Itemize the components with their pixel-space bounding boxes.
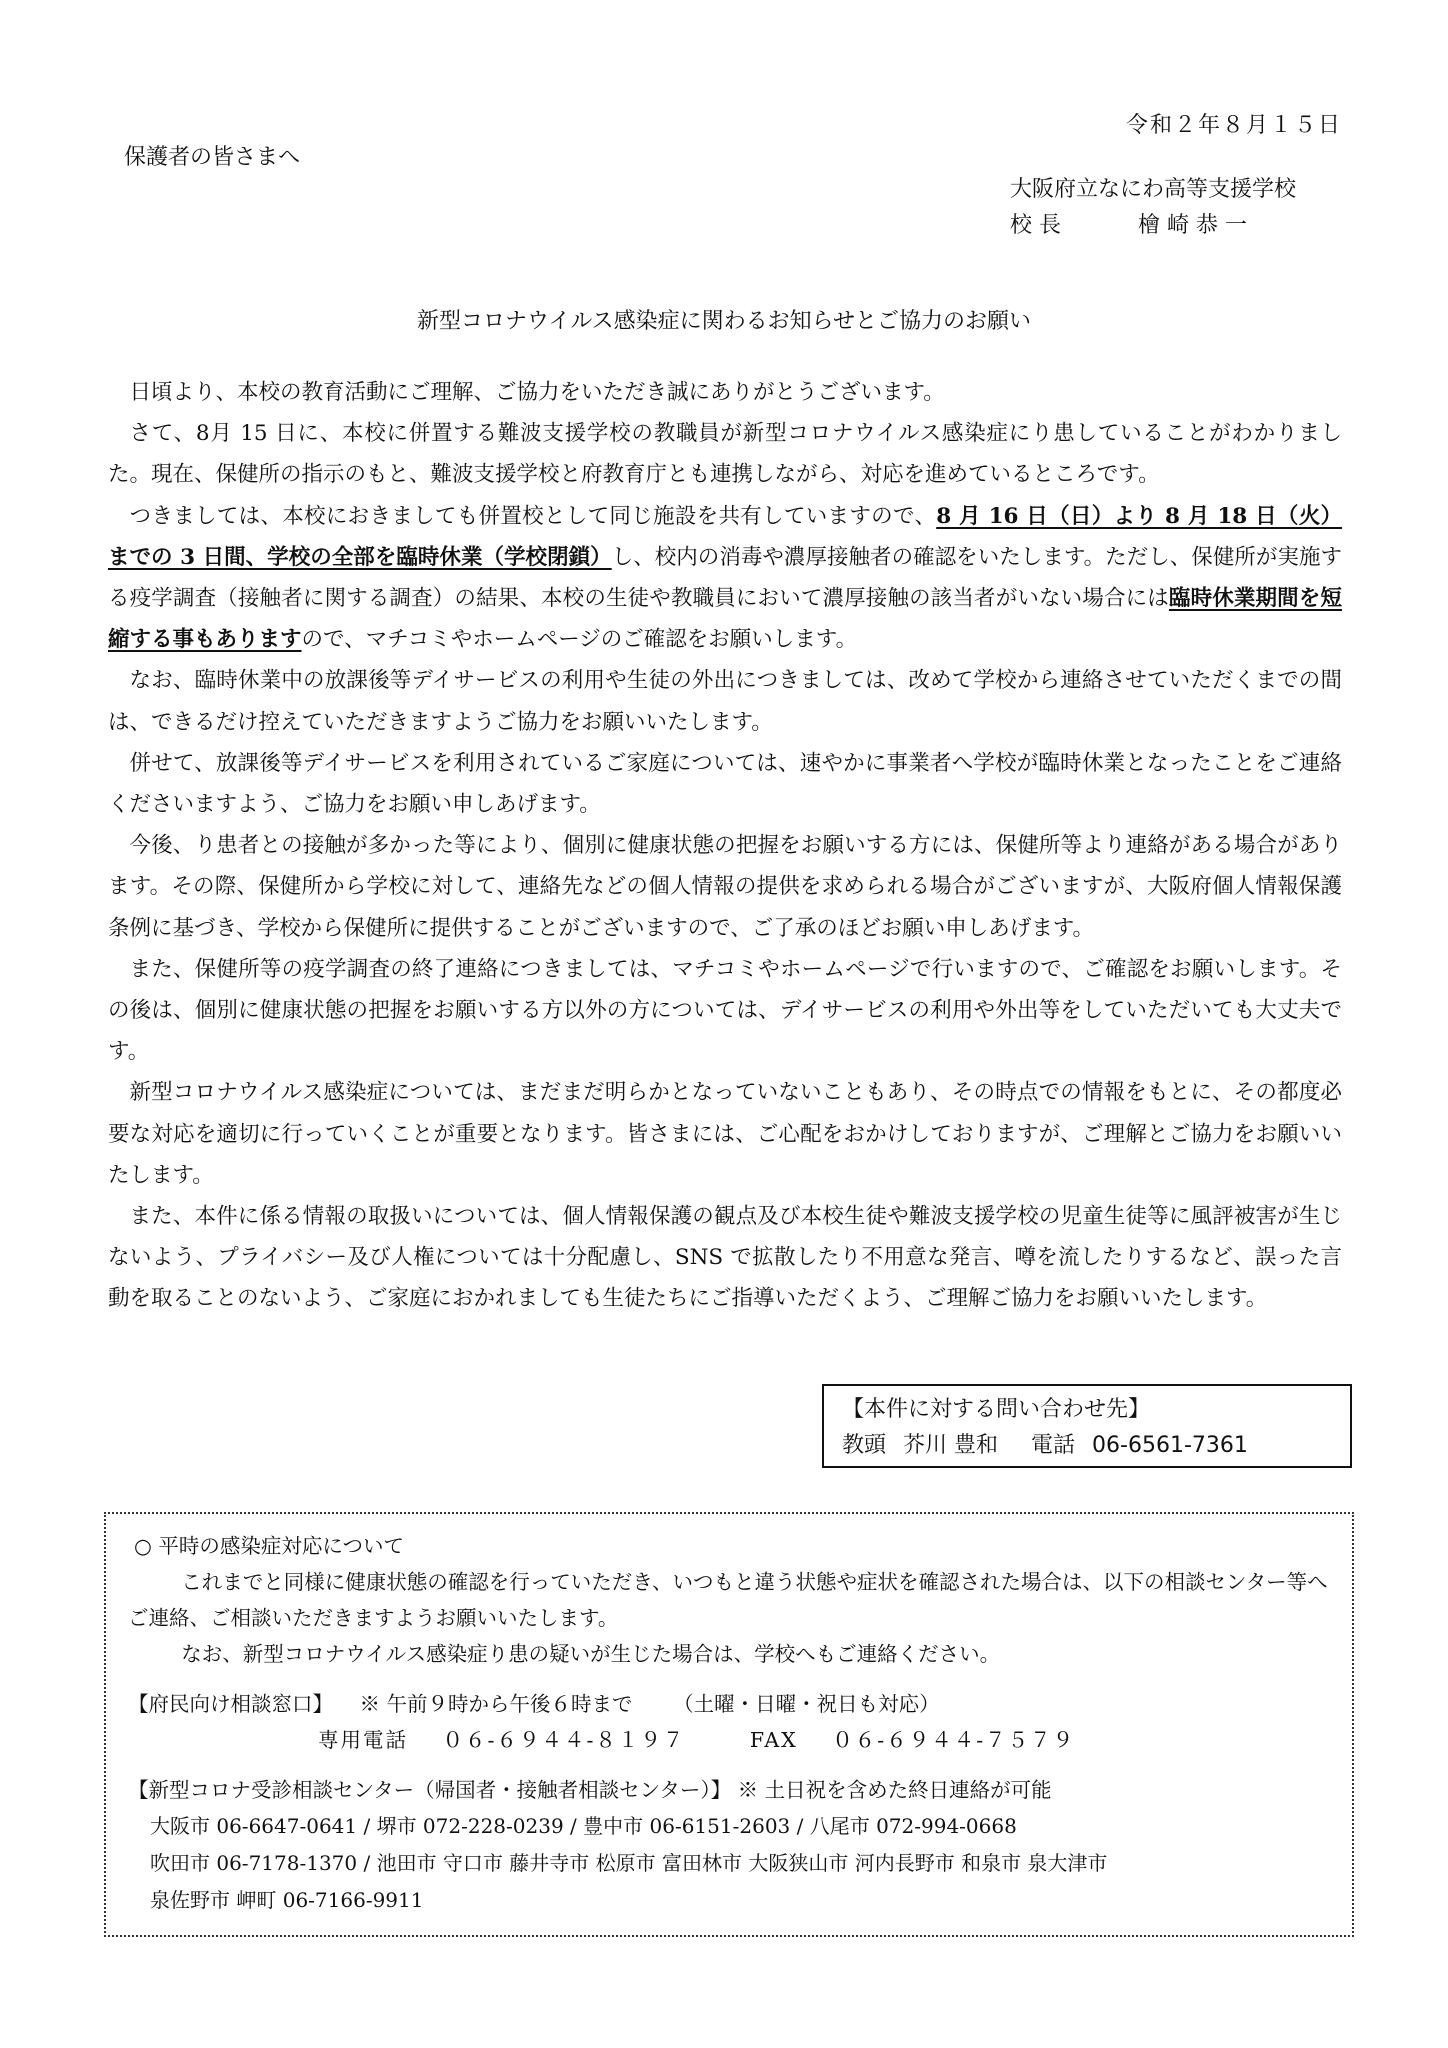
center-note: ※ 土日祝を含めた終日連絡が可能 [737, 1778, 1052, 1802]
paragraph-survey-end: また、保健所等の疫学調査の終了連絡につきましては、マチコミやホームページで行いますので、ご確認をお願いします。その後は、個別に健康状態の把握をお願いする方以外の方については、デイサービスの利用や外出等をしていただいても大丈夫です。 [108, 956, 1342, 1065]
paragraph-family-contact: 併せて、放課後等デイサービスを利用されているご家庭については、速やかに事業者へ学校が臨時休業となったことをご連絡くださいますよう、ご協力をお願い申しあげます。 [108, 750, 1342, 818]
closure-text-a: つきましては、本校におきましても併置校として同じ施設を共有していますので、 [129, 503, 937, 529]
principal-name: 檜 崎 恭 一 [1138, 213, 1247, 238]
contact-heading: 【本件に対する問い合わせ先】 [842, 1397, 1151, 1422]
notice-line2: なお、新型コロナウイルス感染症り患の疑いが生じた場合は、学校へもご連絡ください。 [181, 1642, 1001, 1666]
hotline-label: 【府民向け相談窓口】 [128, 1692, 333, 1716]
letter-body [108, 372, 1342, 1320]
contact-phone-label: 電話 [1031, 1433, 1076, 1458]
hotline-hours: ※ 午前９時から午後６時まで [359, 1692, 633, 1716]
paragraph-response: 新型コロナウイルス感染症については、まだまだ明らかとなっていないこともあり、その時点での情報をもとに、その都度必要な対応を適切に行っていくことが重要となります。皆さまには、ご心配をおかけしておりますが、ご理解とご協力をお願いいたします。 [108, 1080, 1342, 1188]
contact-phone: 06-6561-7361 [1092, 1433, 1248, 1458]
closure-text-e: ので、マチコミやホームページのご確認をお願いします。 [301, 627, 858, 653]
shortening-highlight: 臨時休業期間を短縮する事もあります [108, 586, 1342, 653]
document-date: 令和２年８月１５日 [1125, 113, 1342, 138]
fax-label: FAX [749, 1728, 798, 1752]
contact-box [822, 1384, 1352, 1468]
paragraph-incident: さて、8月 15 日に、本校に併置する難波支援学校の教職員が新型コロナウイルス感染症にり患していることがわかりました。現在、保健所の指示のもと、難波支援学校と府教育庁とも連携しながら、対応を進めているところです。 [108, 421, 1342, 488]
contact-role: 教頭 [842, 1433, 887, 1458]
recipient: 保護者の皆さまへ [124, 145, 301, 170]
paragraph-day-service: なお、臨時休業中の放課後等デイサービスの利用や生徒の外出につきましては、改めて学校から連絡させていただくまでの間は、できるだけ控えていただきますようご協力をお願いいたします。 [108, 668, 1342, 735]
hotline-info [128, 1686, 1330, 1722]
tel-label: 専用電話 [318, 1728, 408, 1752]
tel-number: ０６-６９４４-８１９７ [442, 1728, 686, 1752]
paragraph-health-check: 今後、り患者との接触が多かった等により、個別に健康状態の把握をお願いする方には、保健所等より連絡がある場合があります。その際、保健所から学校に対して、連絡先などの個人情報の提供を求められる場合がございますが、大阪府個人情報保護条例に基づき、学校から保健所に提供することがございますので、ご了承のほどお願い申しあげます。 [108, 833, 1342, 941]
notice-box [104, 1512, 1354, 1937]
principal-title: 校 長 [1010, 213, 1061, 238]
closure-text-c: し、校内の消毒や濃厚接触者の確認をいたします。ただし、保健所が実施する疫学調査（接触者に関する調査）の結果、本校の生徒や教職員において濃厚接触の該当者がいない場合には [108, 544, 1342, 612]
cities-line2: 吹田市 06-7178-1370 / 池田市 守口市 藤井寺市 松原市 富田林市 大阪狭山市 河内長野市 和泉市 泉大津市 [150, 1851, 1108, 1875]
notice-line1: これまでと同様に健康状態の確認を行っていただき、いつもと違う状態や症状を確認された場合は、以下の相談センター等へご連絡、ご相談いただきますようお願いいたします。 [128, 1570, 1328, 1630]
hotline-days: （土曜・日曜・祝日も対応） [673, 1692, 940, 1716]
center-info [128, 1772, 1330, 1808]
sender-block [1010, 172, 1296, 244]
principal-line [1010, 208, 1296, 244]
cities-line3: 泉佐野市 岬町 06-7166-9911 [150, 1888, 424, 1912]
notice-heading: ○ 平時の感染症対応について [134, 1534, 404, 1558]
document-title: 新型コロナウイルス感染症に関わるお知らせとご協力のお願い [416, 309, 1032, 334]
fax-number: ０６-６９４４-７５７９ [832, 1728, 1076, 1752]
cities-line1: 大阪市 06-6647-0641 / 堺市 072-228-0239 / 豊中市 06-6151-2603 / 八尾市 072-994-0668 [150, 1814, 1017, 1838]
contact-name: 芥川 豊和 [903, 1433, 999, 1458]
contact-details [842, 1428, 1332, 1464]
paragraph-greeting: 日頃より、本校の教育活動にご理解、ご協力をいただき誠にありがとうございます。 [129, 380, 945, 405]
paragraph-closure [108, 496, 1342, 661]
hotline-numbers [128, 1722, 1330, 1758]
closure-period-highlight: 8 月 16 日（日）より 8 月 18 日（火）までの 3 日間、学校の全部を臨時休業（学校閉鎖） [108, 503, 1343, 570]
center-label: 【新型コロナ受診相談センター（帰国者・接触者相談センター）】 [128, 1778, 732, 1802]
paragraph-privacy: また、本件に係る情報の取扱いについては、個人情報保護の観点及び本校生徒や難波支援学校の児童生徒等に風評被害が生じないよう、プライバシー及び人権については十分配慮し、SNS で拡散したり不用意な発言、噂を流したりするなど、誤った言動を取ることのないよう、ご家庭におかれましても生徒たちにご指導いただくよう、ご理解ご協力をお願いいたします。 [108, 1204, 1342, 1312]
school-name: 大阪府立なにわ高等支援学校 [1010, 177, 1297, 202]
